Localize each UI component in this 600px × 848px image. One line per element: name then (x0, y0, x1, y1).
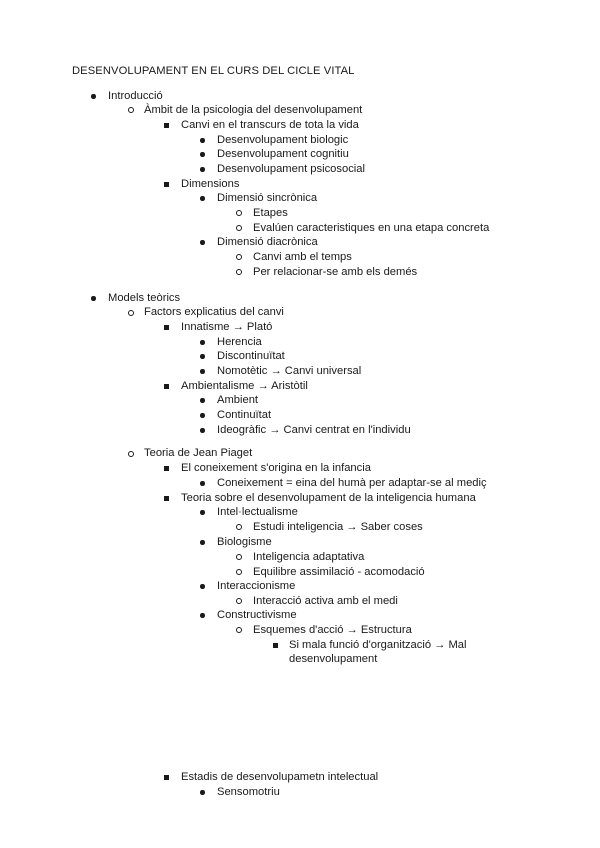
list-bullet (200, 196, 205, 201)
list-item: Canvi amb el temps (253, 251, 352, 263)
list-bullet (236, 254, 242, 260)
list-item: Dimensions (181, 178, 240, 190)
list-bullet (164, 775, 169, 780)
list-item: Biologisme (217, 536, 272, 548)
list-bullet (200, 584, 205, 589)
list-bullet (236, 554, 242, 560)
list-item: Ambient (217, 394, 259, 406)
list-item-continuation: desenvolupament (289, 653, 378, 665)
list-bullet (200, 369, 205, 374)
list-bullet (200, 428, 205, 433)
list-item: Constructivisme (217, 609, 297, 621)
list-bullet (273, 643, 278, 648)
list-bullet (164, 466, 169, 471)
list-bullet (200, 240, 205, 245)
list-bullet (128, 310, 134, 316)
list-item: Teoria de Jean Piaget (144, 447, 253, 459)
list-item: El coneixement s'origina en la infancia (181, 462, 371, 474)
list-item: Ideogràfic → Canvi centrat en l'individu (217, 424, 411, 436)
list-item: Evalúen caracteristiques en una etapa concreta (253, 222, 490, 234)
list-bullet (200, 413, 205, 418)
list-item: Desenvolupament biologic (217, 134, 349, 146)
list-bullet (128, 451, 134, 457)
list-bullet (164, 384, 169, 389)
list-bullet (236, 524, 242, 530)
list-bullet (164, 182, 169, 187)
list-bullet (200, 540, 205, 545)
list-bullet (200, 790, 205, 795)
list-item: Canvi en el transcurs de tota la vida (181, 119, 359, 131)
list-item: Interaccionisme (217, 580, 296, 592)
list-item: Models teòrics (108, 292, 181, 304)
list-item: Innatisme → Plató (181, 321, 273, 333)
list-item: Teoria sobre el desenvolupament de la inteligencia humana (181, 492, 476, 504)
list-item: Si mala funció d'organització → Mal (289, 639, 467, 651)
list-bullet (200, 138, 205, 143)
list-item: Esquemes d'acció → Estructura (253, 624, 412, 636)
list-bullet (200, 398, 205, 403)
list-bullet (200, 167, 205, 172)
list-bullet (236, 269, 242, 275)
list-item: Coneixement = eina del humà per adaptar-se al mediç (217, 477, 487, 489)
list-bullet (164, 325, 169, 330)
list-item: Factors explicatius del canvi (144, 306, 284, 318)
list-bullet (236, 225, 242, 231)
list-item: Ambientalisme → Aristòtil (181, 380, 308, 392)
list-bullet (200, 481, 205, 486)
list-item: Inteligencia adaptativa (253, 551, 365, 563)
list-bullet (200, 152, 205, 157)
list-item: Equilibre assimilació - acomodació (253, 566, 425, 578)
list-item: Desenvolupament cognitiu (217, 148, 349, 160)
list-bullet (200, 340, 205, 345)
list-bullet (91, 296, 96, 301)
list-item: Etapes (253, 207, 288, 219)
list-bullet (164, 123, 169, 128)
list-bullet (236, 569, 242, 575)
list-bullet (128, 107, 134, 113)
list-item: Dimensió sincrònica (217, 192, 318, 204)
list-item: Nomotètic → Canvi universal (217, 365, 362, 377)
list-bullet (200, 510, 205, 515)
list-item: Dimensió diacrònica (217, 236, 318, 248)
list-bullet (236, 210, 242, 216)
list-item: Sensomotriu (217, 786, 280, 798)
list-item: Intel·lectualisme (217, 506, 298, 518)
list-item: Estudi inteligencia → Saber coses (253, 521, 423, 533)
list-bullet (164, 496, 169, 501)
list-bullet (91, 94, 96, 99)
list-item: Per relacionar-se amb els demés (253, 266, 418, 278)
list-item: Àmbit de la psicologia del desenvolupament (144, 104, 363, 116)
list-bullet (236, 627, 242, 633)
list-bullet (236, 598, 242, 604)
list-item: Interacció activa amb el medi (253, 595, 398, 607)
list-bullet (200, 613, 205, 618)
list-item: Discontinuïtat (217, 350, 285, 362)
list-item: Estadis de desenvolupametn intelectual (181, 771, 379, 783)
list-item: Herencia (217, 336, 262, 348)
list-item: Desenvolupament psicosocial (217, 163, 366, 175)
list-item: Continuïtat (217, 409, 272, 421)
page-title: DESENVOLUPAMENT EN EL CURS DEL CICLE VITAL (72, 65, 355, 77)
list-item: Introducció (108, 90, 163, 102)
list-bullet (200, 354, 205, 359)
